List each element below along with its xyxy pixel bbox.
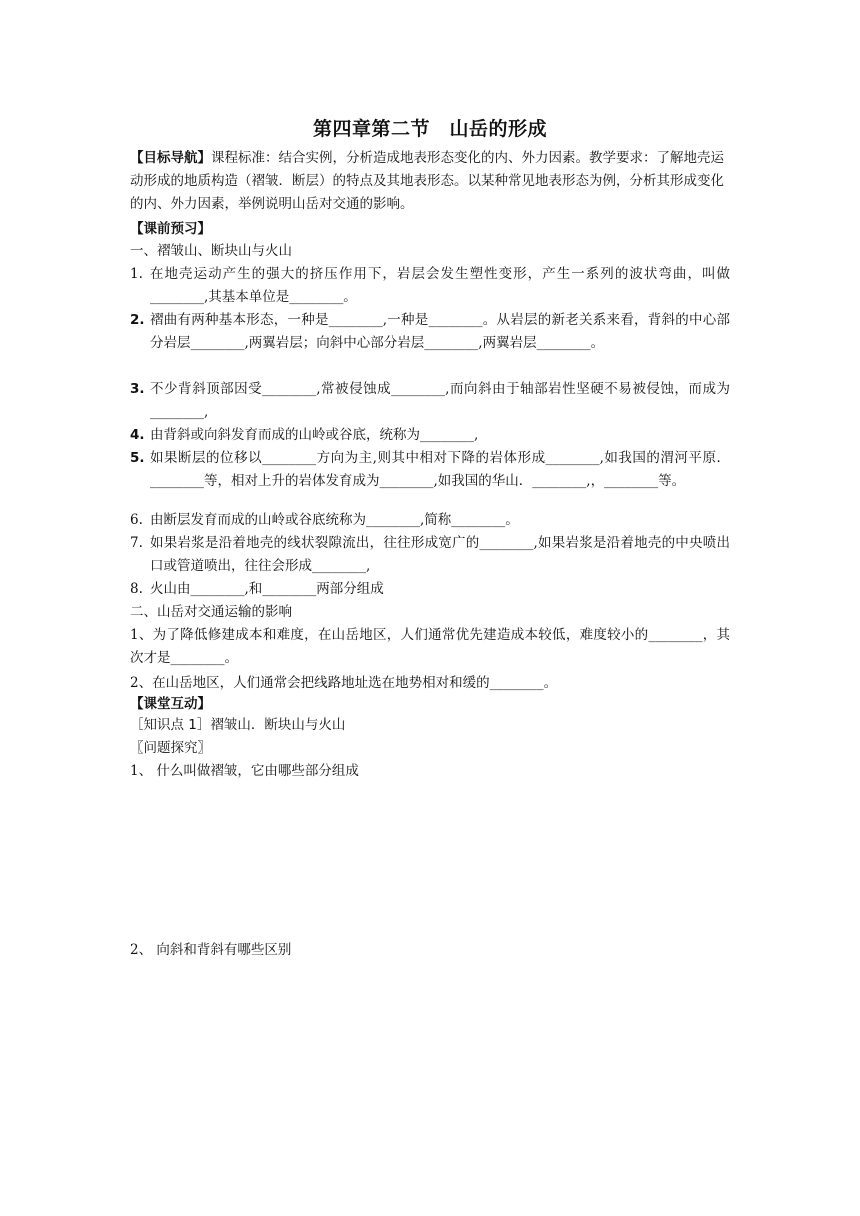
goal-paragraph: [130, 147, 730, 216]
item-number: 1.: [130, 266, 143, 282]
goal-label: 【目标导航】: [130, 150, 211, 166]
section1-item-7: [130, 532, 730, 578]
item-number: 8.: [130, 581, 143, 597]
item-number: 6.: [130, 512, 143, 528]
section1-title: 一、褶皱山、断块山与火山: [130, 243, 292, 259]
item-number: 4.: [130, 427, 145, 443]
item-text: 如果断层的位移以________方向为主,则其中相对下降的岩体形成________,如我国的渭河平原．________等，相对上升的岩体发育成为________,如我国的华山．________,，________等。: [150, 450, 730, 489]
item-text: 褶曲有两种基本形态，一种是________,一种是________。从岩层的新老关系来看，背斜的中心部分岩层________,两翼岩层；向斜中心部分岩层________,两翼岩层________。: [150, 312, 730, 351]
section1-item-2: [130, 309, 730, 355]
section1-item-5: [130, 447, 730, 493]
knowledge-point-heading: ［知识点 1］褶皱山．断块山与火山: [130, 717, 346, 733]
section2-item-1: 1、为了降低修建成本和难度，在山岳地区，人们通常优先建造成本较低，难度较小的________，其次才是________。: [130, 627, 730, 666]
section1-item-1: [130, 263, 730, 309]
item-text: 火山由________,和________两部分组成: [150, 581, 384, 597]
item-text: 由断层发育而成的山岭或谷底统称为________,简称________。: [150, 512, 519, 528]
question-2: 2、 向斜和背斜有哪些区别: [130, 942, 292, 958]
class-header: 【课堂互动】: [130, 696, 211, 712]
item-number: 2.: [130, 312, 145, 328]
item-number: 5.: [130, 450, 145, 466]
goal-text: 课程标准：结合实例，分析造成地表形态变化的内、外力因素。教学要求：了解地壳运动形成的地质构造（褶皱．断层）的特点及其地表形态。以某种常见地表形态为例，分析其形成变化的内、外力因素，举例说明山岳对交通的影响。: [130, 150, 724, 212]
section1-item-6: [130, 509, 730, 532]
item-text: 如果岩浆是沿着地壳的线状裂隙流出，往往形成宽广的________,如果岩浆是沿着地壳的中央喷出口或管道喷出，往往会形成________,: [150, 535, 730, 574]
section2-title: 二、山岳对交通运输的影响: [130, 604, 292, 620]
item-text: 在地壳运动产生的强大的挤压作用下，岩层会发生塑性变形，产生一系列的波状弯曲，叫做________,其基本单位是________。: [150, 266, 730, 305]
section1-item-8: [130, 578, 730, 601]
inquiry-heading: 〖问题探究〗: [130, 740, 211, 756]
page-title: 第四章第二节 山岳的形成: [312, 118, 547, 140]
item-number: 7.: [130, 535, 143, 551]
section1-item-4: [130, 424, 730, 447]
section1-item-3: [130, 378, 730, 424]
question-1: 1、 什么叫做褶皱，它由哪些部分组成: [130, 763, 359, 779]
item-number: 3.: [130, 381, 145, 397]
item-text: 由背斜或向斜发育而成的山岭或谷底，统称为________,: [150, 427, 479, 443]
preview-header: 【课前预习】: [130, 221, 211, 237]
section2-item-2: 2、在山岳地区，人们通常会把线路地址选在地势相对和缓的________。: [130, 675, 558, 691]
item-text: 不少背斜顶部因受________,常被侵蚀成________,而向斜由于轴部岩性坚硬不易被侵蚀，而成为________,: [150, 381, 730, 420]
